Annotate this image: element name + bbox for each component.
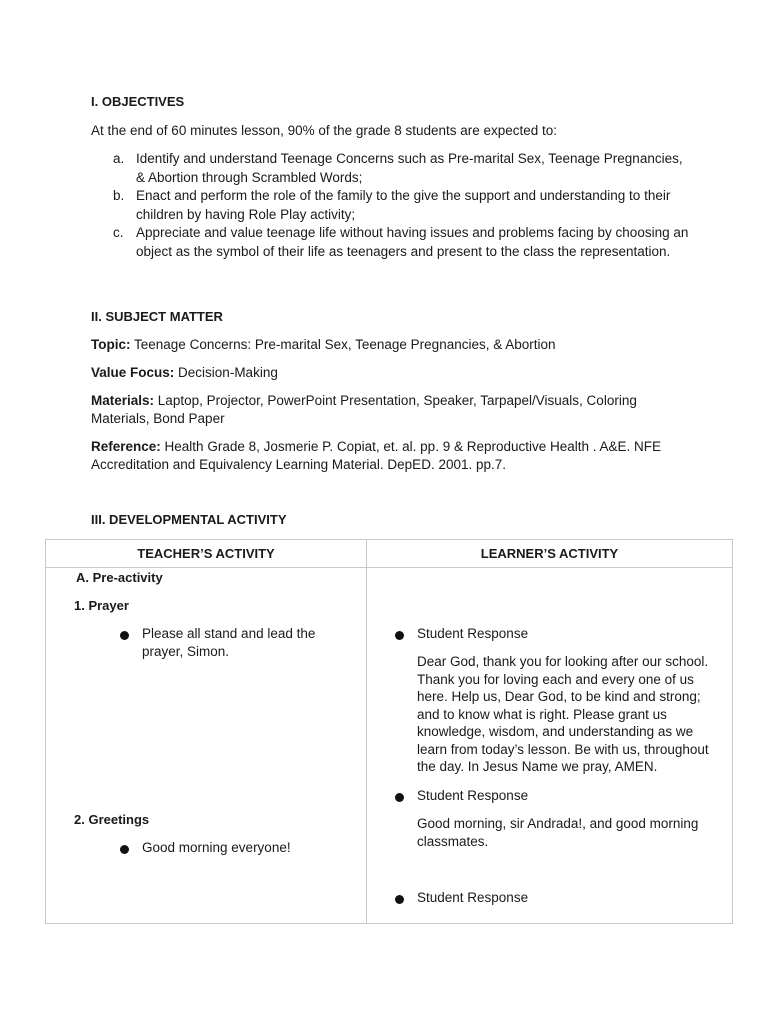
- objectives-heading: I. OBJECTIVES: [91, 94, 185, 109]
- materials-value: Laptop, Projector, PowerPoint Presentation, Speaker, Tarpapel/Visuals, Coloring Materials, Bond Paper: [91, 393, 637, 426]
- student-response-label: Student Response: [417, 890, 529, 905]
- objective-text: Identify and understand Teenage Concerns such as Pre-marital Sex, Teenage Pregnancies, & Abortion through Scrambled Words;: [136, 151, 683, 185]
- student-response-label: Student Response: [417, 788, 529, 803]
- reference-line: [91, 438, 691, 474]
- objective-marker: b.: [113, 188, 125, 203]
- activity-table-row: [46, 568, 733, 924]
- prayer-instruction: Please all stand and lead the prayer, Simon.: [142, 626, 316, 659]
- pre-activity-heading: A. Pre-activity: [76, 570, 163, 585]
- topic-value: Teenage Concerns: Pre-marital Sex, Teenage Pregnancies, & Abortion: [134, 337, 556, 352]
- objective-item-a: [90, 150, 690, 187]
- materials-line: [91, 392, 676, 428]
- bullet-icon: [395, 793, 404, 802]
- developmental-heading: III. DEVELOPMENTAL ACTIVITY: [91, 512, 287, 527]
- materials-label: Materials:: [91, 393, 155, 408]
- value-focus-value: Decision-Making: [178, 365, 278, 380]
- greeting-response-text: Good morning, sir Andrada!, and good morning classmates.: [417, 816, 699, 849]
- greetings-heading: 2. Greetings: [74, 812, 150, 827]
- student-response-label: Student Response: [417, 626, 529, 641]
- objective-text: Enact and perform the role of the family to the give the support and understanding to their children by having Role Play activity;: [136, 188, 671, 222]
- prayer-response-text: Dear God, thank you for looking after our school. Thank you for loving each and every one of us here. Help us, Dear God, to be kind and strong; and to know what is right. Please grant us knowledge, wisdom, and understanding as we learn from today’s lesson. Be with us, throughout the day. In Jesus Name we pray, AMEN.: [417, 654, 709, 774]
- value-focus-label: Value Focus:: [91, 365, 175, 380]
- learner-activity-cell: [367, 568, 733, 924]
- reference-label: Reference:: [91, 439, 161, 454]
- objective-text: Appreciate and value teenage life without having issues and problems facing by choosing an object as the symbol of their life as teenagers and present to the class the representation.: [136, 225, 689, 259]
- learner-activity-header: LEARNER’S ACTIVITY: [367, 540, 733, 568]
- objective-item-c: [90, 224, 690, 261]
- objective-marker: a.: [113, 151, 125, 166]
- topic-label: Topic:: [91, 337, 131, 352]
- prayer-heading: 1. Prayer: [74, 598, 129, 613]
- objective-item-b: [90, 187, 690, 224]
- teacher-activity-header: TEACHER’S ACTIVITY: [46, 540, 367, 568]
- greeting-line: Good morning everyone!: [142, 840, 291, 855]
- activity-table-header-row: [46, 540, 733, 568]
- bullet-icon: [120, 845, 129, 854]
- topic-line: [91, 336, 691, 354]
- objective-marker: c.: [113, 225, 124, 240]
- objectives-list: [90, 150, 690, 261]
- activity-table: [45, 539, 733, 924]
- bullet-icon: [395, 631, 404, 640]
- bullet-icon: [395, 895, 404, 904]
- teacher-activity-cell: [46, 568, 367, 924]
- subject-matter-heading: II. SUBJECT MATTER: [91, 309, 223, 324]
- bullet-icon: [120, 631, 129, 640]
- value-focus-line: [91, 364, 691, 382]
- reference-value: Health Grade 8, Josmerie P. Copiat, et. al. pp. 9 & Reproductive Health . A&E. NFE Accreditation and Equivalency Learning Material. DepED. 2001. pp.7.: [91, 439, 662, 472]
- objectives-intro: At the end of 60 minutes lesson, 90% of the grade 8 students are expected to:: [91, 123, 558, 138]
